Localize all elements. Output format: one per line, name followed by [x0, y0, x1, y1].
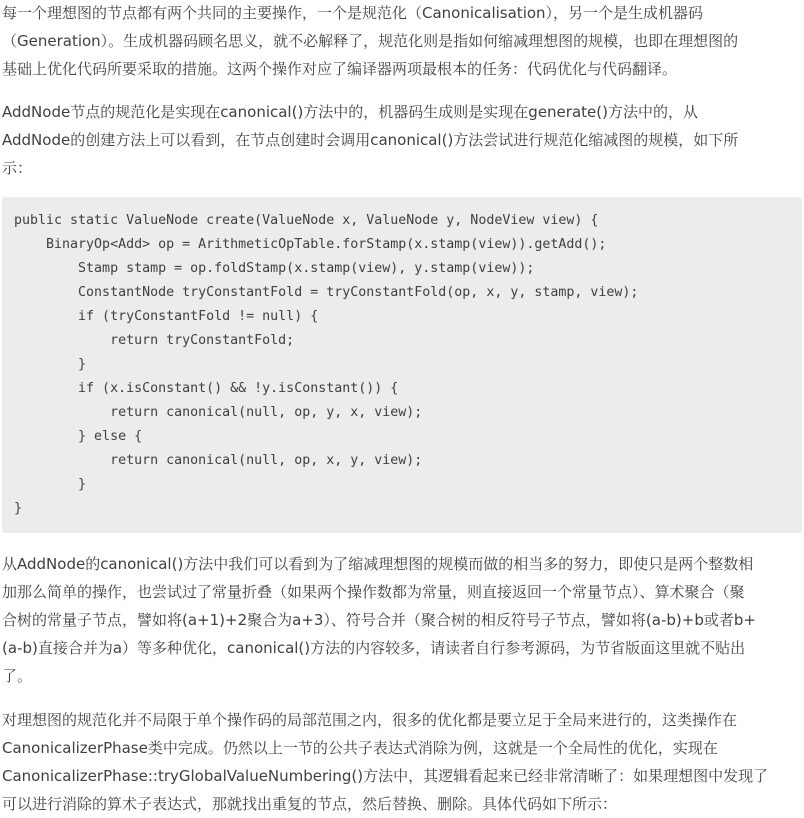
text-line: AddNode节点的规范化是实现在canonical()方法中的，机器码生成则是实现在generate()方法中的，从: [2, 103, 698, 121]
code-block[interactable]: [2, 197, 802, 533]
text-line: 对理想图的规范化并不局限于单个操作码的局部范围之内，很多的优化都是要立足于全局来进行的，这类操作在: [2, 711, 738, 729]
paragraph-generation-intro: [2, 0, 802, 83]
code-line: if (x.isConstant() && !y.isConstant()) {: [14, 381, 399, 396]
code-line: if (tryConstantFold != null) {: [14, 309, 319, 324]
code-line: return canonical(null, op, x, y, view);: [14, 453, 423, 468]
paragraph-canonicalizer-phase: [2, 706, 802, 818]
text-line: CanonicalizerPhase::tryGlobalValueNumbering()方法中，其逻辑看起来已经非常清晰了：如果理想图中发现了: [2, 767, 769, 785]
text-line: 了。: [2, 667, 33, 685]
code-line: }: [14, 501, 23, 516]
text-line: 基础上优化代码所要采取的措施。这两个操作对应了编译器两项最根本的任务：代码优化与代码翻译。: [2, 60, 678, 78]
code-line: BinaryOp<Add> op = ArithmeticOpTable.forStamp(x.stamp(view)).getAdd();: [14, 237, 607, 252]
text-line: 从AddNode的canonical()方法中我们可以看到为了缩减理想图的规模而做的相当多的努力，即使只是两个整数相: [2, 555, 754, 573]
text-line: AddNode的创建方法上可以看到，在节点创建时会调用canonical()方法尝试进行规范化缩减图的规模，如下所: [2, 131, 739, 149]
paragraph-canonical-optimizations: [2, 550, 802, 690]
code-line: }: [14, 477, 87, 492]
text-line: CanonicalizerPhase类中完成。仍然以上一节的公共子表达式消除为例，这就是一个全局性的优化，实现在: [2, 739, 718, 757]
code-line: return tryConstantFold;: [14, 333, 295, 348]
code-line: Stamp stamp = op.foldStamp(x.stamp(view), y.stamp(view));: [14, 261, 535, 276]
code-line: public static ValueNode create(ValueNode x, ValueNode y, NodeView view) {: [14, 213, 599, 228]
text-line: 示：: [2, 159, 33, 177]
text-line: 可以进行消除的算术子表达式，那就找出重复的节点，然后替换、删除。具体代码如下所示：: [2, 795, 618, 813]
text-line: 加那么简单的操作，也尝试过了常量折叠（如果两个操作数都为常量，则直接返回一个常量节点）、算术聚合（聚: [2, 583, 745, 601]
paragraph-addnode-canonical: [2, 98, 802, 182]
code-line: return canonical(null, op, y, x, view);: [14, 405, 423, 420]
text-line: 合树的常量子节点，譬如将(a+1)+2聚合为a+3）、符号合并（聚合树的相反符号子节点，譬如将(a-b)+b或者b+: [2, 611, 756, 629]
code-line: }: [14, 357, 87, 372]
code-line: } else {: [14, 429, 143, 444]
code-line: ConstantNode tryConstantFold = tryConstantFold(op, x, y, stamp, view);: [14, 285, 639, 300]
text-line: （Generation）。生成机器码顾名思义，就不必解释了，规范化则是指如何缩减理想图的规模，也即在理想图的: [2, 32, 739, 50]
text-line: 每一个理想图的节点都有两个共同的主要操作，一个是规范化（Canonicalisation），另一个是生成机器码: [2, 4, 704, 22]
text-line: (a-b)直接合并为a）等多种优化，canonical()方法的内容较多，请读者自行参考源码，为节省版面这里就不贴出: [2, 639, 746, 657]
